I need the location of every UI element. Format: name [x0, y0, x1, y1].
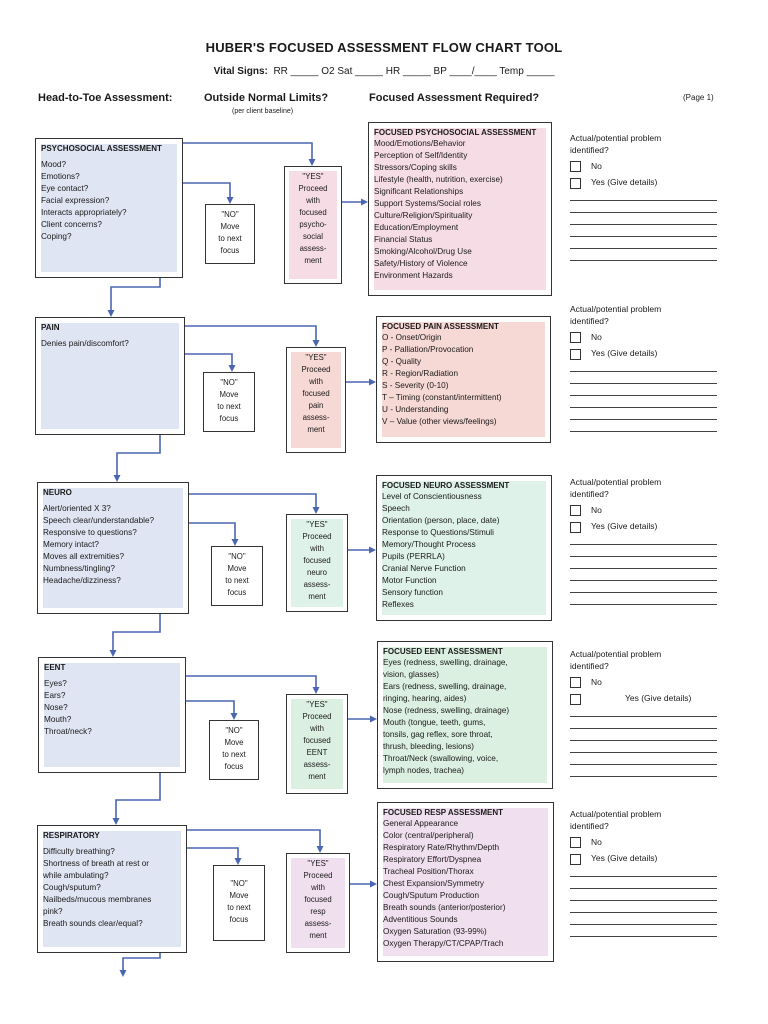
- problem-checklist: Actual/potential problem identified? No Yes (Give details): [570, 808, 720, 937]
- no-connector: [189, 523, 235, 544]
- no-decision-box: "NO" Move to next focus: [213, 865, 265, 941]
- page-number: (Page 1): [683, 93, 714, 102]
- no-connector: [186, 701, 234, 718]
- next-section-connector: [116, 773, 160, 823]
- question-line: Eye contact?: [41, 184, 89, 193]
- focused-title: FOCUSED RESP ASSESSMENT: [383, 808, 504, 817]
- next-section-connector: [123, 953, 160, 975]
- section-title: NEURO: [43, 488, 72, 497]
- yes-decision-box: "YES" Proceed with focused EENT assess- ment: [286, 694, 348, 794]
- question-line: Denies pain/discomfort?: [41, 339, 129, 348]
- question-line: Interacts appropriately?: [41, 208, 127, 217]
- page-title: HUBER'S FOCUSED ASSESSMENT FLOW CHART TOOL: [205, 40, 563, 55]
- next-section-connector: [117, 435, 160, 480]
- no-decision-box: "NO" Move to next focus: [203, 372, 255, 432]
- section-title: PAIN: [41, 323, 60, 332]
- question-line: Responsive to questions?: [43, 528, 137, 537]
- question-line: Nose?: [44, 703, 68, 712]
- no-connector: [185, 354, 232, 370]
- question-line: Difficulty breathing?: [43, 847, 115, 856]
- focused-resp-box: FOCUSED RESP ASSESSMENT General Appearance Color (central/peripheral) Respiratory Rate/Rhythm/Depth Respiratory Effort/Dyspnea Tracheal Position/Thorax Chest Expansion/Symmetry Cough/Sputum Production Breath sounds (anterior/posterior) Adventitious Sounds Oxygen Saturation (93-99%) Oxygen Therapy/CT/CPAP/Trach: [377, 802, 554, 962]
- column-head-to-toe: Head-to-Toe Assessment:: [38, 92, 173, 104]
- per-client-note: (per client baseline): [232, 108, 294, 115]
- vital-signs-fields: RR _____ O2 Sat _____ HR _____ BP ____/____ Temp _____: [273, 66, 555, 77]
- no-decision-box: "NO" Move to next focus: [205, 204, 255, 264]
- question-line: Moves all extremities?: [43, 552, 124, 561]
- yes-connector: [186, 676, 316, 692]
- no-connector: [183, 183, 230, 202]
- question-line: Facial expression?: [41, 196, 110, 205]
- focused-title: FOCUSED NEURO ASSESSMENT: [382, 481, 510, 490]
- focused-title: FOCUSED EENT ASSESSMENT: [383, 647, 503, 656]
- question-line: Nailbeds/mucous membranes: [43, 895, 152, 904]
- problem-checklist: Actual/potential problem identified? No Yes (Give details): [570, 303, 720, 432]
- question-line: Headache/dizziness?: [43, 576, 121, 585]
- problem-checklist: Actual/potential problem identified? No Yes (Give details): [570, 648, 720, 777]
- focused-title: FOCUSED PSYCHOSOCIAL ASSESSMENT: [374, 128, 537, 137]
- question-line: Numbness/tingling?: [43, 564, 115, 573]
- yes-connector: [185, 326, 316, 345]
- question-line: while ambulating?: [43, 871, 109, 880]
- focused-title: FOCUSED PAIN ASSESSMENT: [382, 322, 499, 331]
- question-line: Speech clear/understandable?: [43, 516, 155, 525]
- question-line: Cough/sputum?: [43, 883, 101, 892]
- question-line: Breath sounds clear/equal?: [43, 919, 143, 928]
- problem-checklist: Actual/potential problem identified? No Yes (Give details): [570, 132, 720, 261]
- focused-neuro-box: FOCUSED NEURO ASSESSMENT Level of Conscientiousness Speech Orientation (person, place, date) Response to Questions/Stimuli Memory/Thought Process Pupils (PERRLA) Cranial Nerve Function Motor Function Sensory function Reflexes: [376, 475, 552, 621]
- yes-decision-box: "YES" Proceed with focused pain assess- ment: [286, 347, 346, 453]
- no-decision-box: "NO" Move to next focus: [209, 720, 259, 780]
- yes-decision-box: "YES" Proceed with focused psycho- social assess- ment: [284, 166, 342, 284]
- question-line: Shortness of breath at rest or: [43, 859, 150, 868]
- question-line: Client concerns?: [41, 220, 102, 229]
- question-line: pink?: [43, 907, 63, 916]
- vital-signs-label: Vital Signs:: [213, 66, 268, 77]
- question-line: Mood?: [41, 160, 67, 169]
- yes-decision-box: "YES" Proceed with focused resp assess- ment: [286, 853, 350, 953]
- no-decision-box: "NO" Move to next focus: [211, 546, 263, 606]
- column-outside-normal: Outside Normal Limits?: [204, 92, 329, 104]
- question-line: Emotions?: [41, 172, 80, 181]
- next-section-connector: [111, 278, 160, 315]
- question-line: Throat/neck?: [44, 727, 92, 736]
- question-line: Mouth?: [44, 715, 72, 724]
- no-connector: [187, 848, 238, 863]
- question-line: Ears?: [44, 691, 66, 700]
- focused-pain-box: FOCUSED PAIN ASSESSMENT O - Onset/Origin P - Palliation/Provocation Q - Quality R - Region/Radiation S - Severity (0-10) T – Timing (constant/intermittent) U - Understanding V – Value (other views/feelings): [376, 316, 551, 443]
- yes-connector: [189, 494, 316, 512]
- next-section-connector: [113, 614, 160, 655]
- question-line: Alert/oriented X 3?: [43, 504, 111, 513]
- section-title: PSYCHOSOCIAL ASSESSMENT: [41, 144, 162, 153]
- question-line: Coping?: [41, 232, 72, 241]
- focused-eent-box: FOCUSED EENT ASSESSMENT Eyes (redness, swelling, drainage, vision, glasses) Ears (redness, swelling, drainage, ringing, hearing, aides) Nose (redness, swelling, drainage) Mouth (tongue, teeth, gums, tonsils, gag reflex, sore throat, thrush, bleeding, lesions) Throat/Neck (swallowing, voice, lymph nodes, trachea): [377, 641, 553, 789]
- yes-connector: [183, 143, 312, 164]
- focused-psychosocial-box: FOCUSED PSYCHOSOCIAL ASSESSMENT Mood/Emotions/Behavior Perception of Self/Identity Stressors/Coping skills Lifestyle (health, nutrition, exercise) Significant Relationships Support Systems/Social roles Culture/Religion/Spirituality Education/Employment Financial Status Smoking/Alcohol/Drug Use Safety/History of Violence Environment Hazards: [368, 122, 552, 296]
- column-focused-required: Focused Assessment Required?: [369, 92, 540, 104]
- yes-decision-box: "YES" Proceed with focused neuro assess- ment: [286, 514, 348, 612]
- question-line: Memory intact?: [43, 540, 99, 549]
- section-title: EENT: [44, 663, 66, 672]
- question-line: Eyes?: [44, 679, 67, 688]
- problem-checklist: Actual/potential problem identified? No Yes (Give details): [570, 476, 720, 605]
- section-title: RESPIRATORY: [43, 831, 100, 840]
